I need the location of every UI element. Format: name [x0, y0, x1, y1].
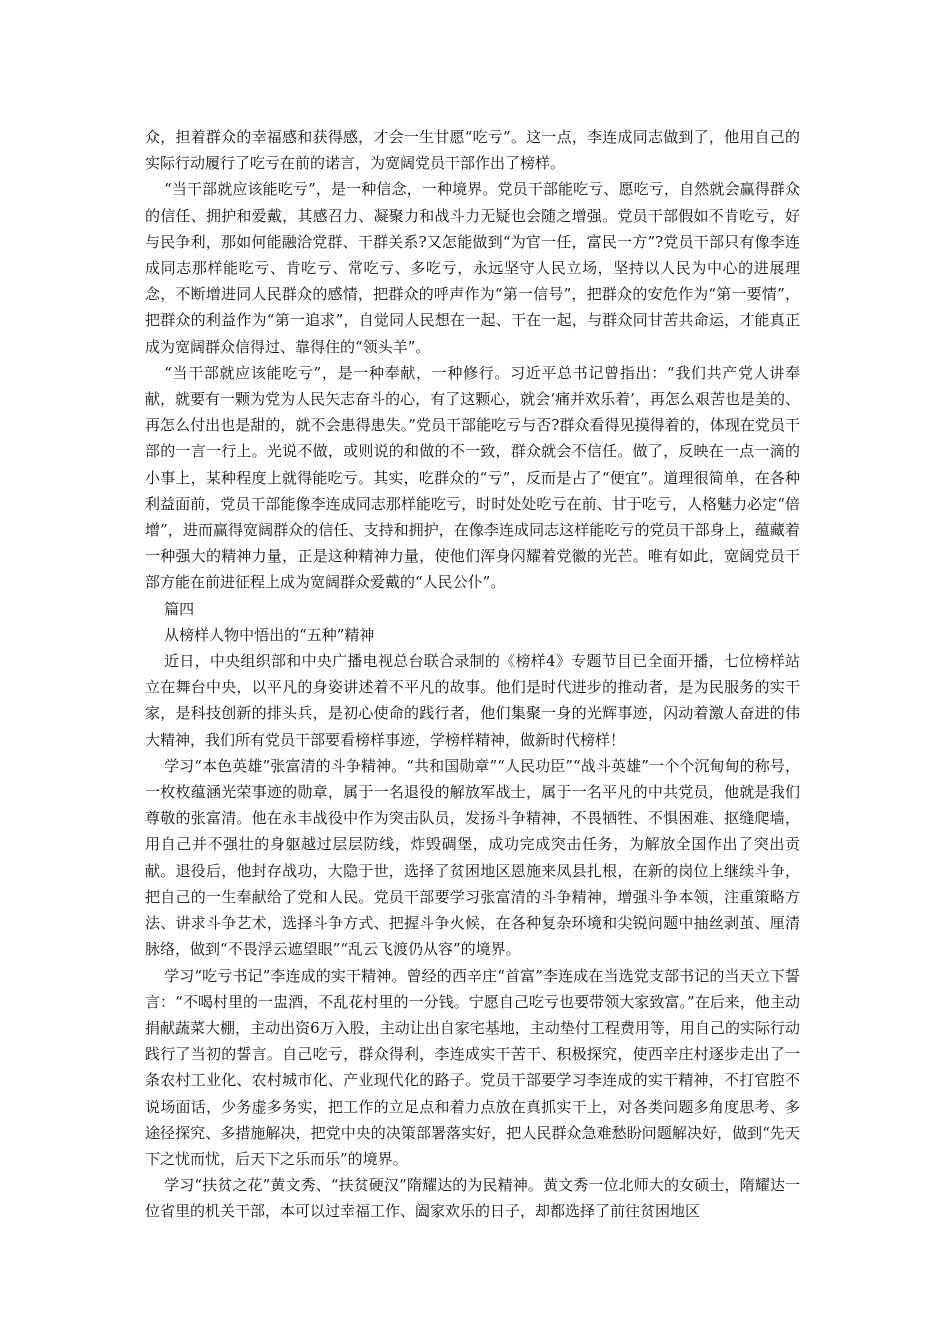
paragraph-2: “当干部就应该能吃亏”，是一种信念，一种境界。党员干部能吃亏、愿吃亏，自然就会赢得群众的信任、拥护和爱戴，其感召力、凝聚力和战斗力无疑也会随之增强。党员干部假如不肯吃亏，好与民争利，那如何能融洽党群、干群关系?又怎能做到“为官一任，富民一方”?党员干部只有像李连成同志那样能吃亏、肯吃亏、常吃亏、多吃亏，永远坚守人民立场，坚持以人民为中心的进展理念，不断增进同人民群众的感情，把群众的呼声作为“第一信号”，把群众的安危作为“第一要情”，把群众的利益作为“第一追求”，自觉同人民想在一起、干在一起，与群众同甘苦共命运，才能真正成为宽阔群众信得过、靠得住的“领头羊”。: [145, 180, 800, 356]
section-title: 从榜样人物中悟出的“五种”精神: [164, 625, 375, 644]
paragraph-huang-wenxiu: 学习“扶贫之花”黄文秀、“扶贫硬汉”隋耀达的为民精神。黄文秀一位北师大的女硕士，隋耀达一位省里的机关干部，本可以过幸福工作、阖家欢乐的日子，却都选择了前往贫困地区: [145, 1176, 800, 1221]
paragraph-intro: 近日，中央组织部和中央广播电视总台联合录制的《榜样4》专题节目已全面开播，七位榜样站立在舞台中央，以平凡的身姿讲述着不平凡的故事。他们是时代进步的推动者，是为民服务的实干家，是科技创新的排头兵，是初心使命的践行者，他们集聚一身的光辉事迹，闪动着激人奋进的伟大精神，我们所有党员干部要看榜样事迹，学榜样精神，做新时代榜样！: [145, 652, 800, 749]
paragraph-3: “当干部就应该能吃亏”，是一种奉献，一种修行。习近平总书记曾指出：“我们共产党人讲奉献，就要有一颗为党为人民矢志奋斗的心，有了这颗心，就会‘痛并欢乐着’，再怎么艰苦也是美的、再怎么付出也是甜的，就不会患得患失。”党员干部能吃亏与否?群众看得见摸得着的，体现在党员干部的一言一行上。光说不做，或则说的和做的不一致，群众就会不信任。做了，反映在一点一滴的小事上，某种程度上就得能吃亏。其实，吃群众的“亏”，反而是占了“便宜”。道理很简单，在各种利益面前，党员干部能像李连成同志那样能吃亏，时时处处吃亏在前、甘于吃亏，人格魅力必定“倍增”，进而赢得宽阔群众的信任、支持和拥护，在像李连成同志这样能吃亏的党员干部身上，蕴藏着一种强大的精神力量，正是这种精神力量，使他们浑身闪耀着党徽的光芒。唯有如此，宽阔党员干部方能在前进征程上成为宽阔群众爱戴的“人民公仆”。: [145, 363, 800, 592]
document-page: [145, 124, 800, 1225]
paragraph-li-liancheng: 学习“吃亏书记”李连成的实干精神。曾经的西辛庄“首富”李连成在当选党支部书记的当天立下誓言：“不喝村里的一盅酒，不乱花村里的一分钱。宁愿自己吃亏也要带领大家致富。”在后来，他主动捐献蔬菜大棚，主动出资6万入股，主动让出自家宅基地，主动垫付工程费用等，用自己的实际行动践行了当初的誓言。自己吃亏，群众得利，李连成实干苦干、积极探究，使西辛庄村逐步走出了一条农村工业化、农村城市化、产业现代化的路子。党员干部要学习李连成的实干精神，不打官腔不说场面话，少务虚多务实，把工作的立足点和着力点放在真抓实干上，对各类问题多角度思考、多途径探究、多措施解决，把党中央的决策部署落实好，把人民群众急难愁盼问题解决好，做到“先天下之忧而忧，后天下之乐而乐”的境界。: [145, 966, 800, 1168]
paragraph-zhang-fuqing: 学习“本色英雄”张富清的斗争精神。“共和国勋章”“人民功臣”“战斗英雄”一个个沉甸甸的称号，一枚枚蕴涵光荣事迹的勋章，属于一名退役的解放军战士，属于一名平凡的中共党员，他就是我们尊敬的张富清。他在永丰战役中作为突击队员，发扬斗争精神，不畏牺牲、不惧困难、抠缝爬墙，用自己并不强壮的身躯越过层层防线，炸毁碉堡，成功完成突击任务，为解放全国作出了突出贡献。退役后，他封存战功，大隐于世，选择了贫困地区恩施来凤县扎根，在新的岗位上继续斗争，把自己的一生奉献给了党和人民。党员干部要学习张富清的斗争精神，增强斗争本领，注重策略方法、讲求斗争艺术，选择斗争方式、把握斗争火候，在各种复杂环境和尖锐问题中抽丝剥茧、厘清脉络，做到“不畏浮云遮望眼”“乱云飞渡仍从容”的境界。: [145, 756, 800, 959]
section-label: 篇四: [164, 599, 195, 618]
paragraph-1: 众，担着群众的幸福感和获得感，才会一生甘愿“吃亏”。这一点，李连成同志做到了，他用自己的实际行动履行了吃亏在前的诺言，为宽阔党员干部作出了榜样。: [145, 128, 800, 173]
